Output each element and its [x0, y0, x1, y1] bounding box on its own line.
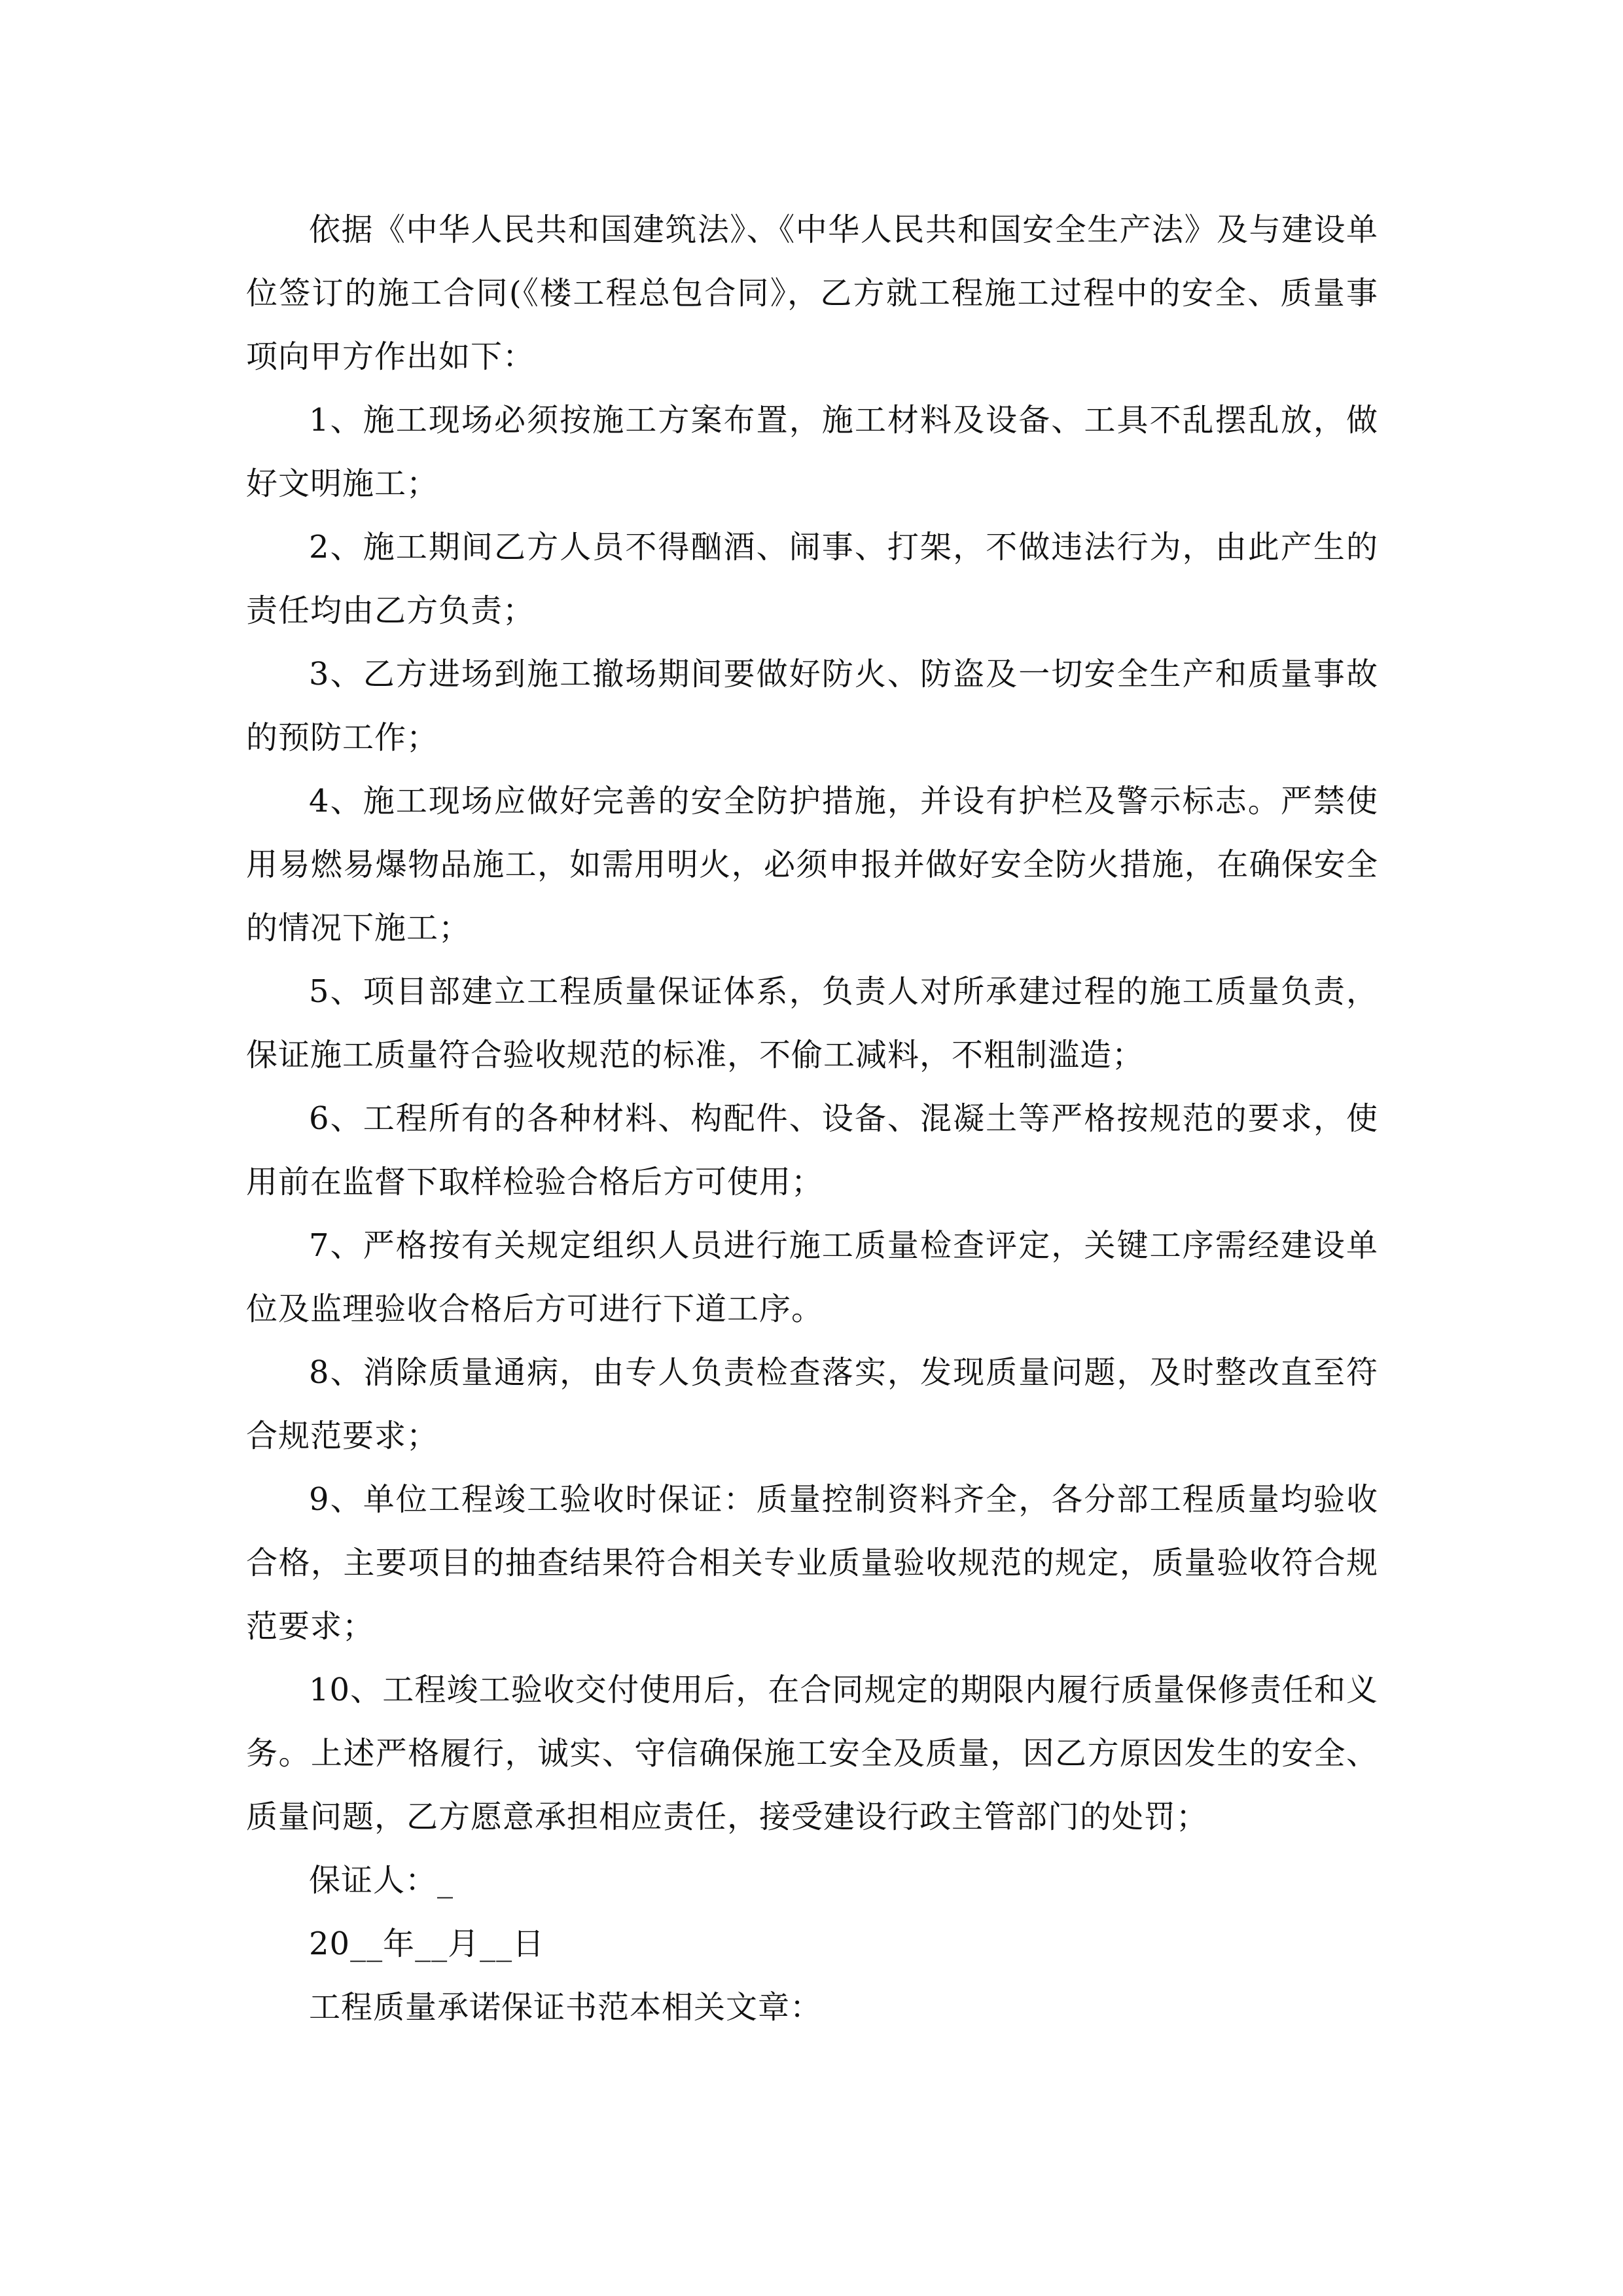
guarantor-line: 保证人：_ — [309, 1862, 454, 1899]
clause-3: 3、乙方进场到施工撤场期间要做好防火、防盗及一切安全生产和质量事故的预防工作； — [246, 656, 1378, 756]
clause-6: 6、工程所有的各种材料、构配件、设备、混凝土等严格按规范的要求，使用前在监督下取样检验合格后方可使用； — [246, 1100, 1378, 1200]
clause-8: 8、消除质量通病，由专人负责检查落实，发现质量问题，及时整改直至符合规范要求； — [246, 1354, 1378, 1454]
date-line: 20__年__月__日 — [309, 1926, 545, 1962]
intro-paragraph: 依据《中华人民共和国建筑法》、《中华人民共和国安全生产法》及与建设单位签订的施工合同(《楼工程总包合同》，乙方就工程施工过程中的安全、质量事项向甲方作出如下： — [246, 211, 1378, 375]
clause-2: 2、施工期间乙方人员不得酗酒、闹事、打架，不做违法行为，由此产生的责任均由乙方负责； — [246, 529, 1378, 629]
clause-1: 1、施工现场必须按施工方案布置，施工材料及设备、工具不乱摆乱放，做好文明施工； — [246, 402, 1378, 502]
clause-10: 10、工程竣工验收交付使用后，在合同规定的期限内履行质量保修责任和义务。上述严格履行，诚实、守信确保施工安全及质量，因乙方原因发生的安全、质量问题，乙方愿意承担相应责任，接受建设行政主管部门的处罚； — [246, 1672, 1378, 1835]
clause-9: 9、单位工程竣工验收时保证：质量控制资料齐全，各分部工程质量均验收合格，主要项目的抽查结果符合相关专业质量验收规范的规定，质量验收符合规范要求； — [246, 1481, 1378, 1645]
clause-5: 5、项目部建立工程质量保证体系，负责人对所承建过程的施工质量负责，保证施工质量符合验收规范的标准，不偷工减料，不粗制滥造； — [246, 973, 1378, 1073]
clause-7: 7、严格按有关规定组织人员进行施工质量检查评定，关键工序需经建设单位及监理验收合格后方可进行下道工序。 — [246, 1227, 1378, 1327]
clause-4: 4、施工现场应做好完善的安全防护措施，并设有护栏及警示标志。严禁使用易燃易爆物品施工，如需用明火，必须申报并做好安全防火措施，在确保安全的情况下施工； — [246, 783, 1378, 946]
related-articles-heading: 工程质量承诺保证书范本相关文章： — [309, 1989, 823, 2026]
document-body — [246, 198, 1378, 2039]
